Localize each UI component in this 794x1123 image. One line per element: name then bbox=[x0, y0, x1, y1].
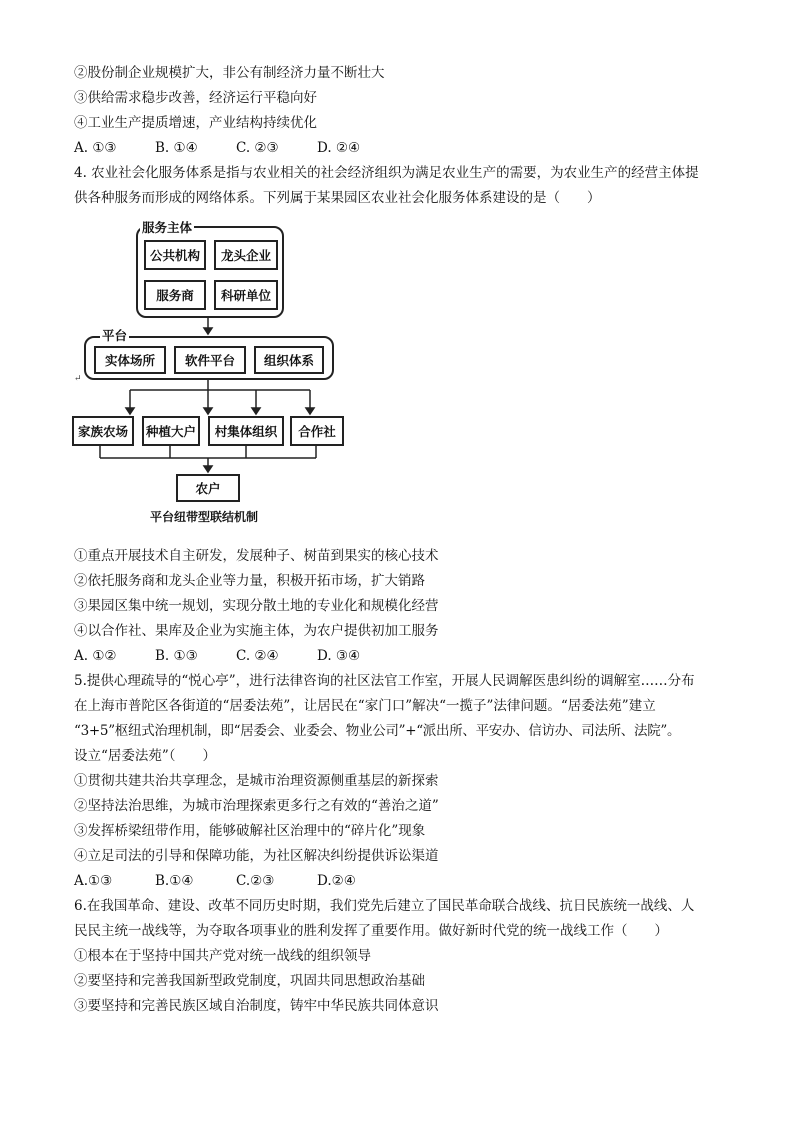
q4-option-d: D. ③④ bbox=[317, 648, 361, 664]
q3-option-b: B. ①④ bbox=[155, 140, 198, 156]
q4-statement-2: ②依托服务商和龙头企业等力量，积极开拓市场，扩大销路 bbox=[74, 573, 425, 589]
q3-option-d: D. ②④ bbox=[317, 140, 361, 156]
service-box-service-provider: 服务商 bbox=[144, 280, 206, 310]
q6-stem-line-1: 6.在我国革命、建设、改革不同历史时期，我们党先后建立了国民革命联合战线、抗日民族统一战线、人 bbox=[74, 898, 695, 914]
q3-option-c: C. ②③ bbox=[236, 140, 279, 156]
q5-option-a: A.①③ bbox=[74, 873, 113, 889]
q4-stem-line-1: 4. 农业社会化服务体系是指与农业相关的社会经济组织为满足农业生产的需要，为农业生产的经营主体提 bbox=[74, 165, 699, 181]
q5-statement-2: ②坚持法治思维，为城市治理探索更多行之有效的“善治之道” bbox=[74, 798, 439, 814]
q3-options bbox=[74, 139, 398, 157]
q6-statement-3: ③要坚持和完善民族区域自治制度，铸牢中华民族共同体意识 bbox=[74, 998, 439, 1014]
q4-statement-3: ③果园区集中统一规划，实现分散土地的专业化和规模化经营 bbox=[74, 598, 439, 614]
service-box-public-institution: 公共机构 bbox=[144, 240, 206, 270]
q5-option-b: B.①④ bbox=[155, 873, 194, 889]
service-group-title: 服务主体 bbox=[142, 220, 193, 235]
q4-statement-1: ①重点开展技术自主研发，发展种子、树苗到果实的核心技术 bbox=[74, 548, 439, 564]
recipient-box-large-grower: 种植大户 bbox=[142, 416, 200, 446]
q3-statement-2: ②股份制企业规模扩大，非公有制经济力量不断壮大 bbox=[74, 65, 385, 81]
farmer-box: 农户 bbox=[176, 474, 240, 502]
q5-stem-line-1: 5.提供心理疏导的“悦心亭”，进行法律咨询的社区法官工作室，开展人民调解医患纠纷的调解室……分布 bbox=[74, 673, 695, 689]
q5-option-d: D.②④ bbox=[317, 873, 356, 889]
q5-stem-line-3: “3+5”枢纽式治理机制，即“居委会、业委会、物业公司”+“派出所、平安办、信访办、司法所、法院”。 bbox=[74, 723, 681, 739]
q5-statement-4: ④立足司法的引导和保障功能，为社区解决纠纷提供诉讼渠道 bbox=[74, 848, 439, 864]
platform-box-software-platform: 软件平台 bbox=[174, 346, 246, 374]
service-box-leading-enterprise: 龙头企业 bbox=[214, 240, 278, 270]
q3-statement-4: ④工业生产提质增速，产业结构持续优化 bbox=[74, 115, 317, 131]
q5-statement-3: ③发挥桥梁纽带作用，能够破解社区治理中的“碎片化”现象 bbox=[74, 823, 426, 839]
platform-box-organization-system: 组织体系 bbox=[254, 346, 324, 374]
return-mark: ↵ bbox=[74, 374, 82, 384]
q3-statement-3: ③供给需求稳步改善，经济运行平稳向好 bbox=[74, 90, 317, 106]
recipient-box-cooperative: 合作社 bbox=[290, 416, 344, 446]
q4-option-b: B. ①③ bbox=[155, 648, 198, 664]
q4-options bbox=[74, 647, 398, 665]
q4-option-c: C. ②④ bbox=[236, 648, 279, 664]
q4-diagram bbox=[70, 218, 340, 528]
q5-statement-1: ①贯彻共建共治共享理念，是城市治理资源侧重基层的新探索 bbox=[74, 773, 439, 789]
diagram-caption: 平台纽带型联结机制 bbox=[150, 510, 259, 524]
platform-group-title: 平台 bbox=[102, 328, 128, 343]
platform-box-physical-site: 实体场所 bbox=[94, 346, 166, 374]
q6-statement-1: ①根本在于坚持中国共产党对统一战线的组织领导 bbox=[74, 948, 371, 964]
q6-statement-2: ②要坚持和完善我国新型政党制度，巩固共同思想政治基础 bbox=[74, 973, 425, 989]
q4-stem-line-2: 供各种服务而形成的网络体系。下列属于某果园区农业社会化服务体系建设的是（ ） bbox=[74, 190, 601, 206]
recipient-box-village-collective: 村集体组织 bbox=[208, 416, 284, 446]
q5-option-c: C.②③ bbox=[236, 873, 275, 889]
q4-option-a: A. ①② bbox=[74, 648, 117, 664]
q4-statement-4: ④以合作社、果库及企业为实施主体，为农户提供初加工服务 bbox=[74, 623, 439, 639]
q5-stem-line-2: 在上海市普陀区各街道的“居委法苑”，让居民在“家门口”解决“一揽子”法律问题。“居委法苑”建立 bbox=[74, 698, 656, 714]
q5-stem-line-4: 设立“居委法苑”（ ） bbox=[74, 748, 217, 764]
q5-options bbox=[74, 872, 398, 890]
recipient-box-family-farm: 家族农场 bbox=[72, 416, 134, 446]
q6-stem-line-2: 民民主统一战线等，为夺取各项事业的胜利发挥了重要作用。做好新时代党的统一战线工作（ ） bbox=[74, 923, 668, 939]
q3-option-a: A. ①③ bbox=[74, 140, 117, 156]
service-box-research-unit: 科研单位 bbox=[214, 280, 278, 310]
